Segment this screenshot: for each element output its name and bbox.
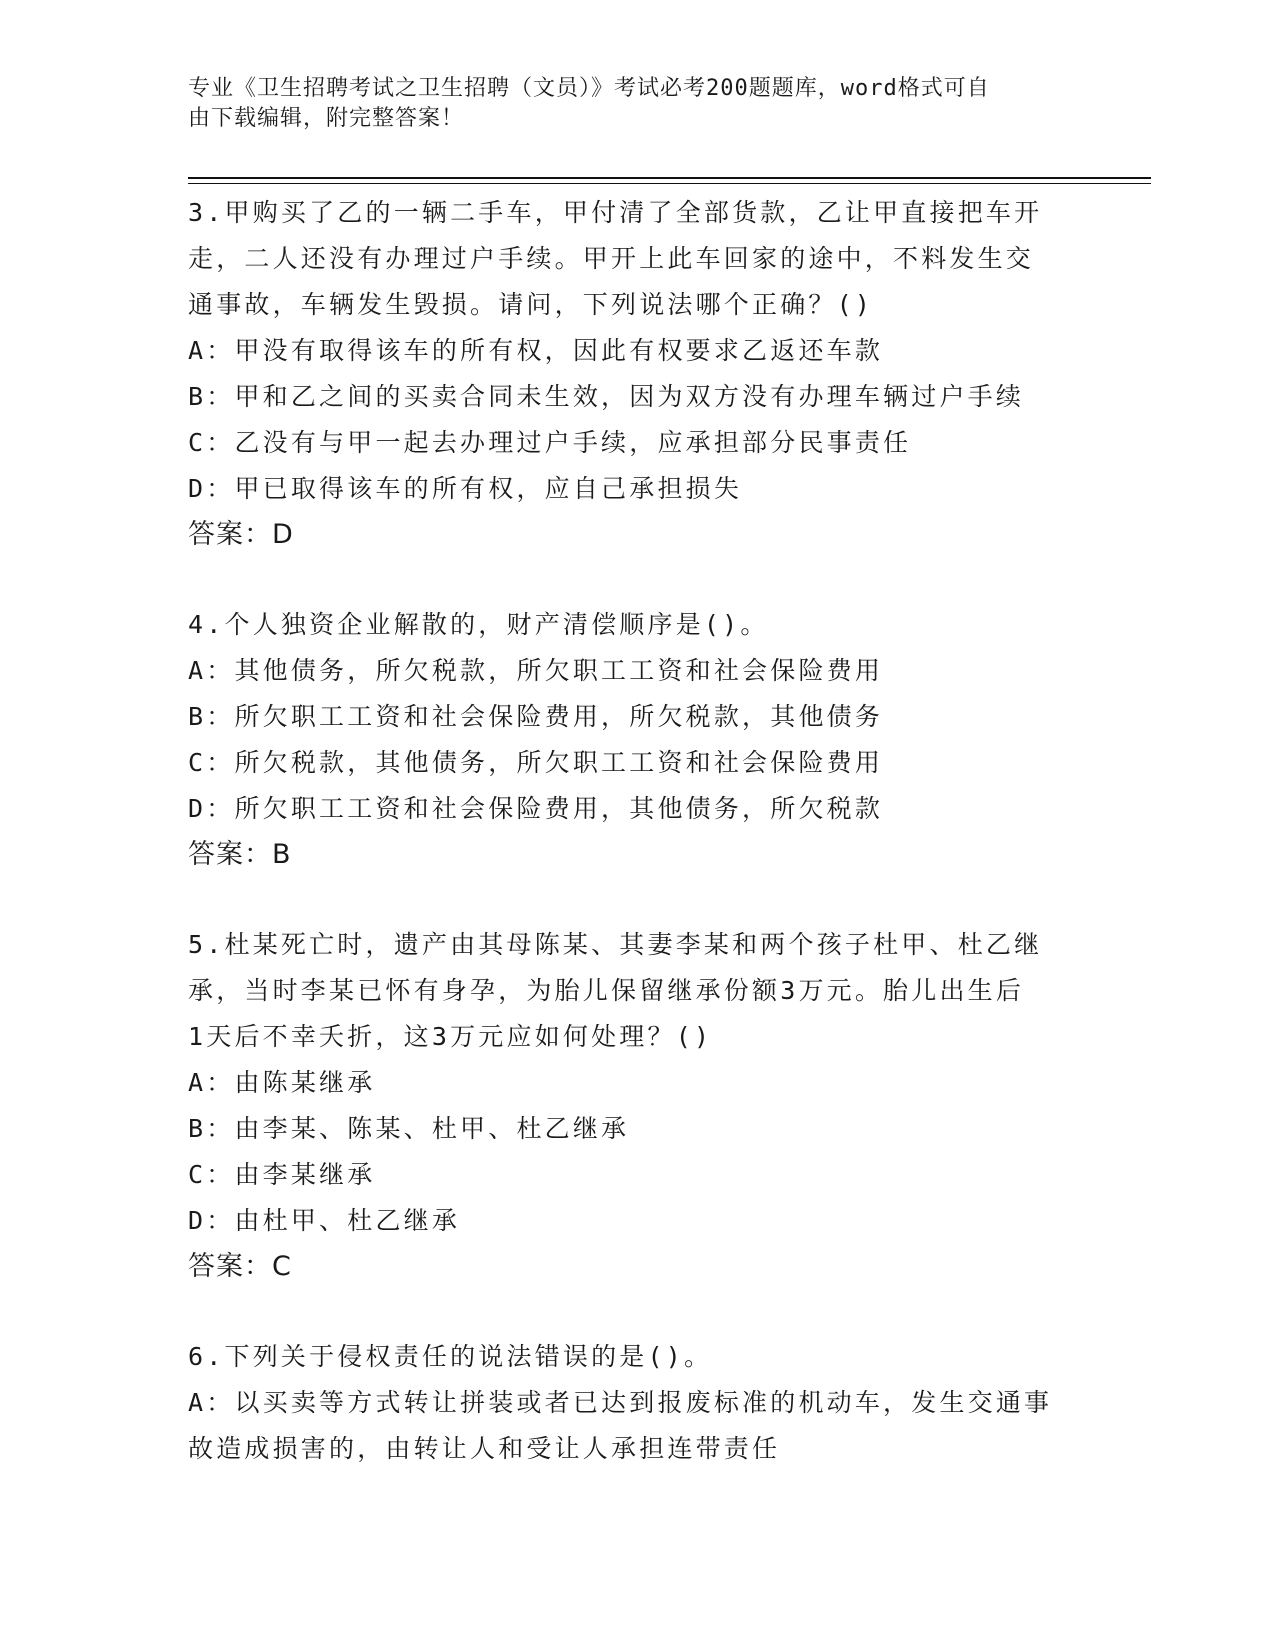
option-a: A：甲没有取得该车的所有权，因此有权要求乙返还车款 xyxy=(188,336,884,365)
question-stem-line: 走，二人还没有办理过户手续。甲开上此车回家的途中，不料发生交 xyxy=(188,244,1035,273)
option-d: D：所欠职工工资和社会保险费用，其他债务，所欠税款 xyxy=(188,794,884,823)
option-a-continued: 故造成损害的，由转让人和受让人承担连带责任 xyxy=(188,1434,781,1463)
answer-label: 答案：D xyxy=(188,519,294,550)
answer-label: 答案：C xyxy=(188,1251,292,1282)
question-spacer xyxy=(188,558,1068,602)
header-divider-thick xyxy=(188,177,1151,179)
option-b: B：所欠职工工资和社会保险费用，所欠税款，其他债务 xyxy=(188,702,884,731)
option-b: B：由李某、陈某、杜甲、杜乙继承 xyxy=(188,1114,630,1143)
question-list xyxy=(188,190,1068,1472)
question-stem-line: 5.杜某死亡时，遗产由其母陈某、其妻李某和两个孩子杜甲、杜乙继 xyxy=(188,930,1043,959)
question-stem-line: 4.个人独资企业解散的，财产清偿顺序是()。 xyxy=(188,610,769,639)
option-b: B：甲和乙之间的买卖合同未生效，因为双方没有办理车辆过户手续 xyxy=(188,382,1025,411)
option-c: C：乙没有与甲一起去办理过户手续，应承担部分民事责任 xyxy=(188,428,912,457)
question-6 xyxy=(188,1334,1068,1472)
option-d: D：由杜甲、杜乙继承 xyxy=(188,1206,461,1235)
header-line-2: 由下载编辑，附完整答案！ xyxy=(188,106,465,131)
document-header xyxy=(188,74,1068,134)
option-c: C：所欠税款，其他债务，所欠职工工资和社会保险费用 xyxy=(188,748,884,777)
option-a: A：以买卖等方式转让拼装或者已达到报废标准的机动车，发生交通事 xyxy=(188,1388,1053,1417)
question-spacer xyxy=(188,1290,1068,1334)
question-spacer xyxy=(188,878,1068,922)
question-stem-line: 承，当时李某已怀有身孕，为胎儿保留继承份额3万元。胎儿出生后 xyxy=(188,976,1025,1005)
header-divider-thin xyxy=(188,183,1151,184)
answer-label: 答案：B xyxy=(188,839,292,870)
option-a: A：其他债务，所欠税款，所欠职工工资和社会保险费用 xyxy=(188,656,884,685)
option-a: A：由陈某继承 xyxy=(188,1068,376,1097)
header-line-1: 专业《卫生招聘考试之卫生招聘（文员）》考试必考200题题库，word格式可自 xyxy=(188,76,990,101)
question-5 xyxy=(188,922,1068,1290)
question-stem-line: 3.甲购买了乙的一辆二手车，甲付清了全部货款，乙让甲直接把车开 xyxy=(188,198,1043,227)
question-3 xyxy=(188,190,1068,558)
option-c: C：由李某继承 xyxy=(188,1160,376,1189)
question-stem-line: 1天后不幸夭折，这3万元应如何处理？() xyxy=(188,1022,713,1051)
question-4 xyxy=(188,602,1068,878)
option-d: D：甲已取得该车的所有权，应自己承担损失 xyxy=(188,474,743,503)
question-stem-line: 通事故，车辆发生毁损。请问，下列说法哪个正确？() xyxy=(188,290,874,319)
question-stem-line: 6.下列关于侵权责任的说法错误的是()。 xyxy=(188,1342,713,1371)
